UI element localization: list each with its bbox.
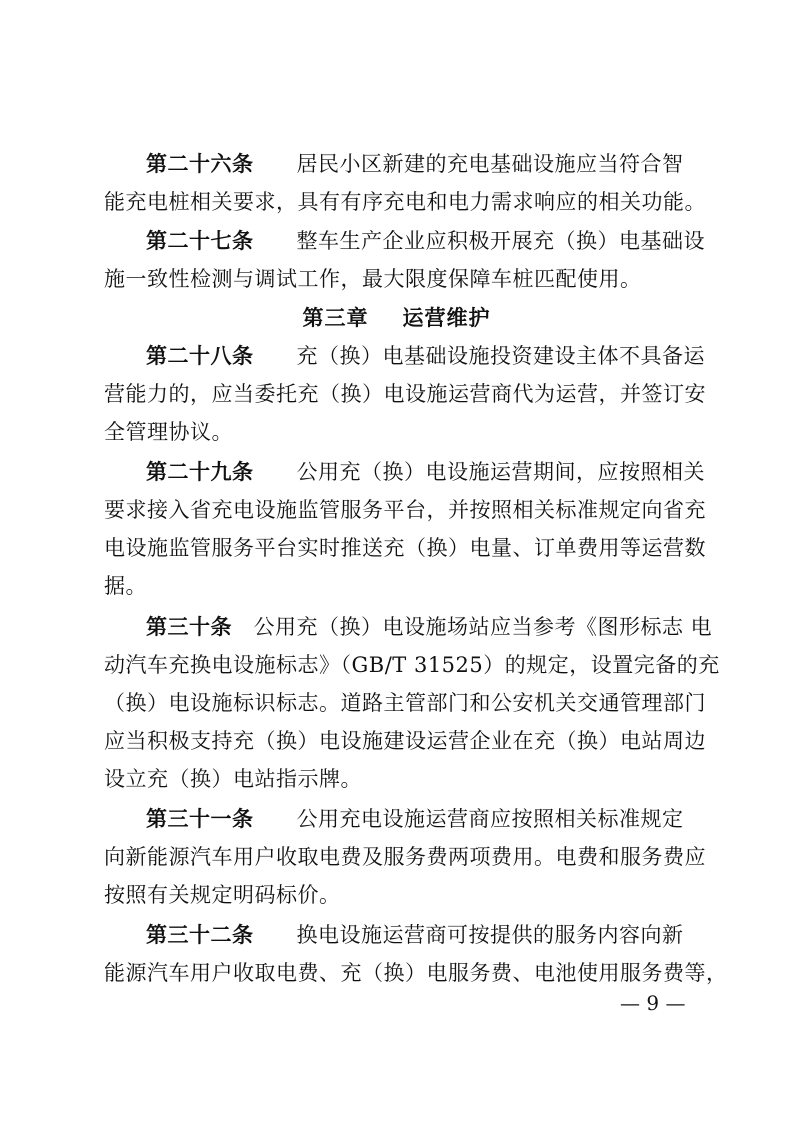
article-text: 设立充（换）电站指示牌。 — [104, 767, 362, 791]
article-text: （换）电设施标识标志。道路主管部门和公安机关交通管理部门 — [104, 691, 706, 715]
article-text: 换电设施运营商可按提供的服务内容向新 — [253, 923, 684, 947]
article-text: 营能力的，应当委托充（换）电设施运营商代为运营，并签订安 — [104, 382, 706, 406]
article-text: 整车生产企业应积极开展充（换）电基础设 — [253, 229, 705, 253]
article-label: 第三十条 — [146, 615, 232, 639]
article-label: 第二十八条 — [146, 344, 254, 368]
article-text: 应当积极支持充（换）电设施建设运营企业在充（换）电站周边 — [104, 729, 706, 753]
chapter-number: 第三章 — [302, 306, 369, 330]
article-31 — [104, 800, 706, 914]
article-text: 居民小区新建的充电基础设施应当符合智 — [253, 152, 684, 176]
article-text: 充（换）电基础设施投资建设主体不具备运 — [253, 344, 705, 368]
article-text: 电设施监管服务平台实时推送充（换）电量、订单费用等运营数 — [104, 536, 706, 560]
article-29 — [104, 453, 706, 605]
article-label: 第三十一条 — [146, 807, 254, 831]
article-label: 第二十九条 — [146, 460, 254, 484]
article-text: 要求接入省充电设施监管服务平台，并按照相关标准规定向省充 — [104, 498, 706, 522]
chapter-title: 运营维护 — [402, 306, 491, 330]
article-text: 能充电桩相关要求，具有有序充电和电力需求响应的相关功能。 — [104, 190, 706, 214]
article-text: 公用充（换）电设施运营期间，应按照相关 — [253, 460, 705, 484]
article-text: 公用充（换）电设施场站应当参考《图形标志 电 — [232, 615, 713, 639]
article-text: 向新能源汽车用户收取电费及服务费两项费用。电费和服务费应 — [104, 845, 706, 869]
page-number: — 9 — — [620, 991, 686, 1015]
article-text: 公用充电设施运营商应按照相关标准规定 — [253, 807, 684, 831]
article-text: 全管理协议。 — [104, 420, 233, 444]
article-text: 能源汽车用户收取电费、充（换）电服务费、电池使用服务费等， — [104, 961, 728, 985]
article-label: 第三十二条 — [146, 923, 254, 947]
article-text: 按照有关规定明码标价。 — [104, 883, 341, 907]
article-27 — [104, 222, 705, 298]
article-text: 动汽车充换电设施标志》（GB/T 31525）的规定，设置完备的充 — [104, 653, 720, 677]
chapter-heading — [0, 299, 793, 337]
article-label: 第二十七条 — [146, 229, 254, 253]
article-label: 第二十六条 — [146, 152, 254, 176]
article-text: 据。 — [104, 574, 147, 598]
article-26 — [104, 145, 706, 221]
article-text: 施一致性检测与调试工作，最大限度保障车桩匹配使用。 — [104, 267, 642, 291]
article-32 — [104, 916, 728, 992]
article-30 — [104, 608, 720, 798]
article-28 — [104, 337, 706, 451]
